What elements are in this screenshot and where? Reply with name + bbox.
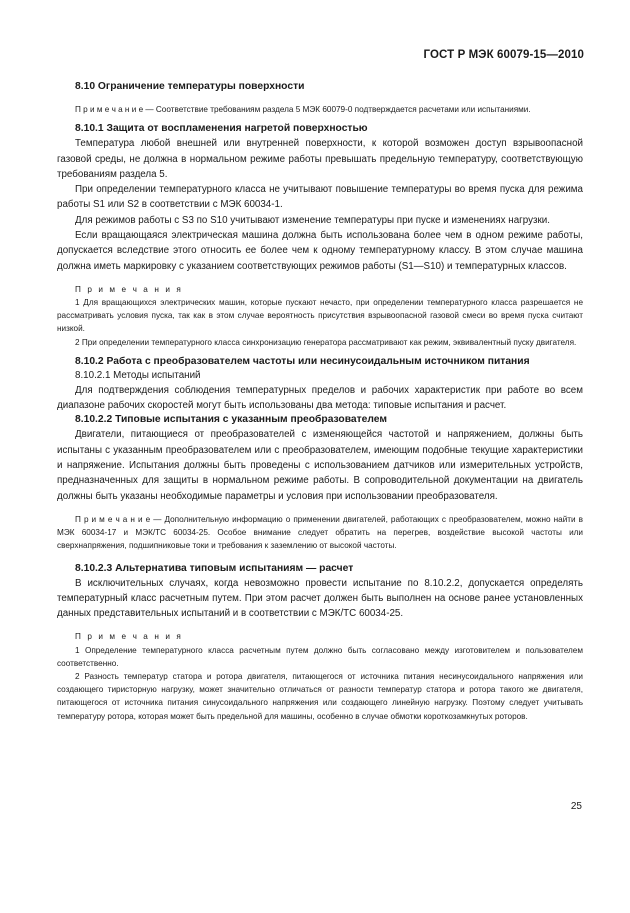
section-8-10-1-note-1: 1 Для вращающихся электрических машин, которые пускают нечасто, при определении температурного класса разрешается не рассматривать условия пуска, так как в этом случае вероятность присутствия взрывоопасной газовой смеси во время пуска считают низкой.: [57, 298, 583, 334]
section-8-10-2-1-title: 8.10.2.1 Методы испытаний: [75, 369, 201, 381]
section-8-10-1-notes-title: П р и м е ч а н и я: [75, 284, 183, 294]
section-8-10-2-3-notes-title: П р и м е ч а н и я: [75, 632, 183, 642]
section-8-10-2-3-note-1: 1 Определение температурного класса расчетным путем должно быть согласовано между изготовителем и пользователем соответственно.: [57, 645, 583, 668]
section-8-10-2-3-note-2: 2 Разность температур статора и ротора двигателя, питающегося от источника питания несинусоидального напряжения или создающего тиристорную нагрузку, может значительно отличаться от разности температур статора и ротора такого же двигателя, питающегося от источника питания синусоидального напряжения или создающего линейную нагрузку. Поэтому следует учитывать температуру ротора, которая может быть предельной для машины, особенно в случае обмотки короткозамкнутых роторов.: [57, 672, 583, 721]
document-standard-header: ГОСТ Р МЭК 60079-15—2010: [423, 49, 584, 61]
section-8-10-1-note-2: 2 При определении температурного класса синхронизацию генератора рассматривают как режим, эквивалентный пуску двигателя.: [75, 337, 577, 347]
section-8-10-title: 8.10 Ограничение температуры поверхности: [75, 81, 305, 92]
section-8-10-2-2-title: 8.10.2.2 Типовые испытания с указанным преобразователем: [75, 414, 388, 426]
document-body: [57, 80, 583, 723]
section-8-10-2-1-paragraph: Для подтверждения соблюдения температурных пределов и рабочих характеристик при работе во всем диапазоне рабочих скоростей могут быть использованы два метода: типовые испытания и расчет.: [57, 384, 583, 412]
section-8-10-1-paragraph-3: Для режимов работы с S3 по S10 учитывают изменение температуры при пуске и изменениях нагрузки.: [75, 214, 550, 226]
section-8-10-2-2-note: П р и м е ч а н и е — Дополнительную информацию о применении двигателей, работающих с преобразователем, можно найти в МЭК 60034-17 и МЭК/ТС 60034-25. Особое внимание следует обратить на перегрев, воздействие высокой частоты или сверхнапряжения, подшипниковые токи и требования к заземлению от высокой частоты.: [57, 514, 583, 551]
section-8-10-note: П р и м е ч а н и е — Соответствие требованиям раздела 5 МЭК 60079-0 подтверждается расчетами или испытаниями.: [75, 105, 531, 114]
page-number: 25: [570, 801, 582, 812]
section-8-10-2-3-title: 8.10.2.3 Альтернатива типовым испытаниям — расчет: [75, 562, 354, 574]
section-8-10-1-paragraph-1: Температура любой внешней или внутренней поверхности, к которой возможен доступ взрывоопасной газовой среды, не должна в нормальном режиме работы превышать предельную температуру, соответствующую требованиям раздела 5.: [57, 138, 583, 180]
section-8-10-1-paragraph-2: При определении температурного класса не учитывают повышение температуры во время пуска для режима работы S1 или S2 в соответствии с МЭК 60034-1.: [57, 184, 583, 211]
section-8-10-1-paragraph-4: Если вращающаяся электрическая машина должна быть использована более чем в одном режиме работы, допускается вследствие этого относить ее более чем к одному температурному классу. В этом случае машина должна иметь маркировку с указанием соответствующих режимов работы (S1—S10) и температурных классов.: [57, 229, 583, 272]
section-8-10-2-2-paragraph: Двигатели, питающиеся от преобразователей с изменяющейся частотой и напряжением, должны быть испытаны с указанным преобразователем или с преобразователем, имеющим подобные текущие характеристики и напряжение. Испытания должны быть проведены с использованием датчиков или измерительных устройств, предназначенных для защиты в нормальном режиме работы. В сопроводительной документации на двигатель должны быть указаны необходимые параметры и условия при использовании преобразователя.: [57, 429, 583, 502]
section-8-10-1-title: 8.10.1 Защита от воспламенения нагретой поверхностью: [75, 123, 368, 135]
section-8-10-2-3-paragraph: В исключительных случаях, когда невозможно провести испытание по 8.10.2.2, допускается определять температурный класс расчетным путем. При этом расчет должен быть выполнен на основе ранее установленных данных представительных испытаний и в соответствии с МЭК/ТС 60034-25.: [57, 577, 583, 620]
section-8-10-2-title: 8.10.2 Работа с преобразователем частоты или несинусоидальным источником питания: [75, 355, 530, 367]
